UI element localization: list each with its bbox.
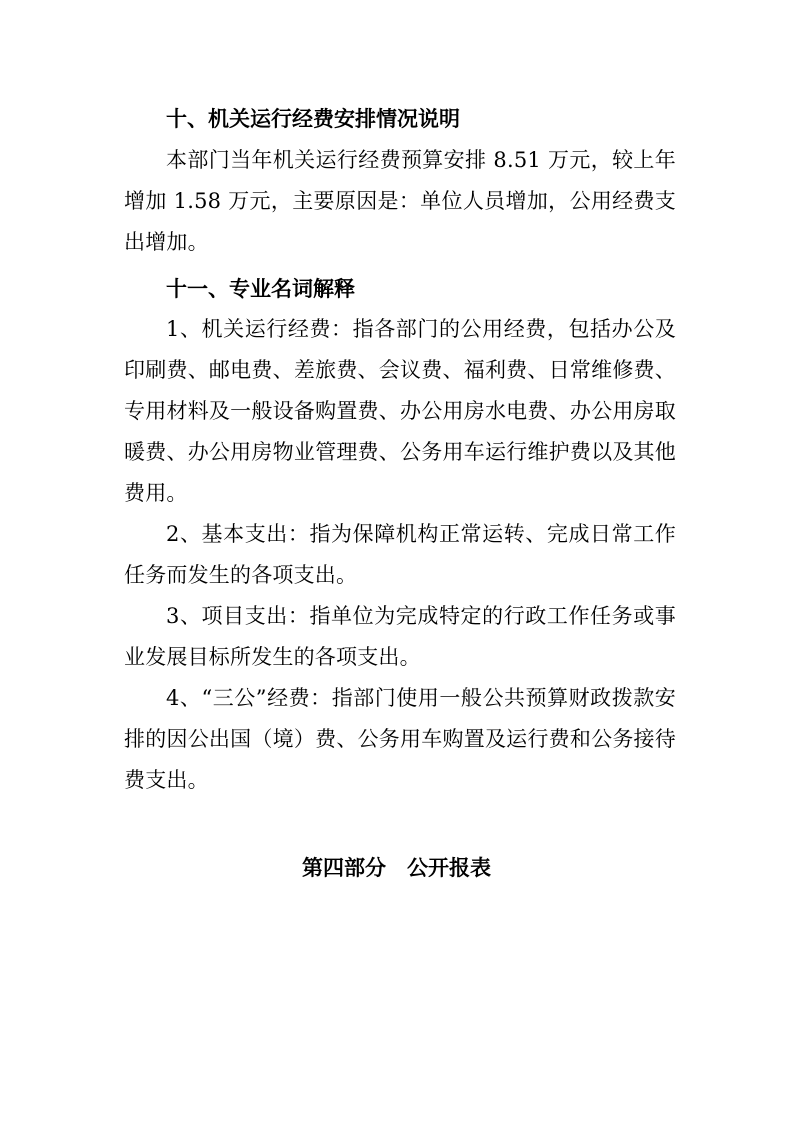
section-heading-11: 十一、专业名词解释 xyxy=(166,276,355,301)
part-four-title: 第四部分 公开报表 xyxy=(302,855,491,880)
definition-paragraph-3: 3、项目支出：指单位为完成特定的行政工作任务或事业发展目标所发生的各项支出。 xyxy=(124,604,676,669)
definition-paragraph-2: 2、基本支出：指为保障机构正常运转、完成日常工作任务而发生的各项支出。 xyxy=(124,522,676,587)
definition-paragraph-4: 4、“三公”经费：指部门使用一般公共预算财政拨款安排的因公出国（境）费、公务用车购置及运行费和公务接待费支出。 xyxy=(124,686,676,792)
section-heading-10: 十、机关运行经费安排情况说明 xyxy=(166,106,460,131)
section-10-paragraph: 本部门当年机关运行经费预算安排 8.51 万元，较上年增加 1.58 万元，主要原因是：单位人员增加，公用经费支出增加。 xyxy=(124,148,676,254)
definition-paragraph-1: 1、机关运行经费：指各部门的公用经费，包括办公及印刷费、邮电费、差旅费、会议费、福利费、日常维修费、专用材料及一般设备购置费、办公用房水电费、办公用房取暖费、办公用房物业管理费、公务用车运行维护费以及其他费用。 xyxy=(124,317,676,505)
document-body xyxy=(124,99,676,801)
